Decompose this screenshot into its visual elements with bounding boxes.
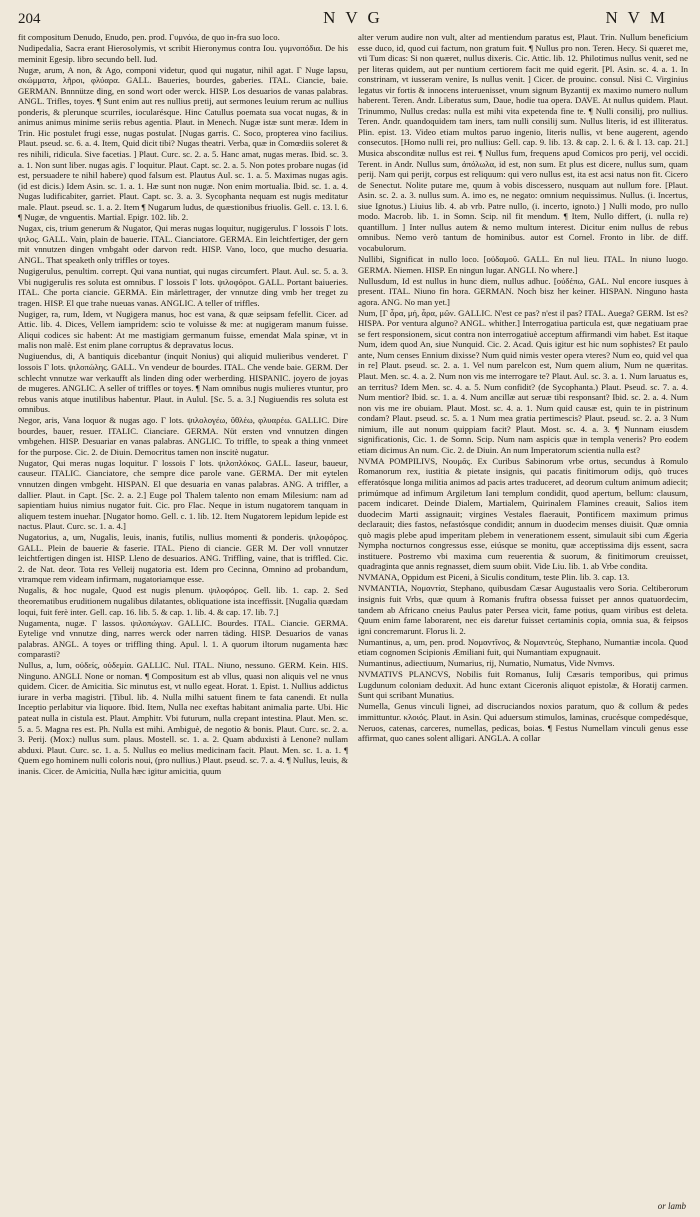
text-columns	[18, 32, 688, 1212]
running-header	[18, 8, 688, 30]
catchword: or lamb	[657, 1201, 686, 1211]
entry-nugae: Nugæ, arum, A non, & Ago, componi videtur, quod qui nugatur, nihil agat. Γ Nuge lapsu, σκώμματα, λῆροι, φλύαρα. GALL. Baueries, bourdes, gaberies. ITAL. Ciancie, baie. GERMAN. Bnnnütze ding, en sond wort oder werck. HISP. Los desuarios de vanas palabras. ANGL. Trifles, toyes. ¶ Sunt enim aut res nullius pretij, aut sermones leuium rerum ac nullius ponderis, & plerunque scurriles, iocularésque. Hinc Catullus poemata sua vocat nugas, & in animus animus minime seriis rebus agentia. Plaut. in Menech. Nugæ istæ sunt meræ. Idem in Trin. Hic postulet frugi esse, nugas postulat. [Nugas garris. C. Soco, propterea vino facilius. Plaut. pseud. sc. 6. a. 4. Item, Quid dicit tibi? Nugas theatri. Verba, quæ in Comœdiis soleret & res nihili, ridicula. Sive facetias. ] Plaut. Curc. sc. 2. a. 5. Hanc amat, nugas meras. Ibid. sc. 3. a. 1. Non sunt liber. nugas agis. Γ loquitur. Plaut. Capt. sc. 2. a. 5. Non potes probare nugas (id est, persuadere te nihil habere) quod falsum est. Plautus Aul. sc. 1. a. 5. Maximas nugas agis. (id est dicis.) Idem Asin. sc. 1. a. 1. Hæ sunt non nugæ. Non enim mortualia. Ibid. sc. 1. a. 4. Nugas ludificabiter, garriet. Plaut. Capt. sc. 3. a. 3. Sycophanta nequam est nugis meditatur male. Plaut. pseud. sc. 1. a. 2. Item ¶ Nugarum ludus, de quæstionibus friuolis. Gell. c. 13. l. 6. ¶ Nugæ, de vnguentis. Martial. Epigr. 102. lib. 2.	[18, 64, 348, 223]
right-running-head: N V M	[605, 8, 668, 27]
entry-numana: NVMANA, Oppidum est Piceni, à Siculis conditum, teste Plin. lib. 3. cap. 13.	[358, 572, 630, 583]
entry-nugatorius: Nugatorius, a, um, Nugalis, leuis, inanis, futilis, nullius momenti & ponderis. ψιλοφόρος. GALL. Plein de bauerie & faserie. ITAL. Pieno di ciancie. GER M. Der voll vnnutzer leichtfertigen dingen ist. HISP. Lleno de desuarios. ANG. Triffling, vaine, that is triffled. Cic. 2. de Nat. deor. Tota res Velleij nugatoria est. Idem pro Cecinna, Omnino ad probandum, vtramque rem videam infirmam, nugatoriamque esse.	[18, 532, 348, 585]
entry-numella: Numella, Genus vinculi lignei, ad discruciandos noxios paratum, quo & collum & pedes immittuntur. κλοιός. Plaut. in Asin. Qui aduersum stimulos, laminas, crucésque compedésque, Neruos, catenas, carceres, numellas, pedicas, boias. ¶ Festus Numellam vinculi genus esse affirmat, quo canes solent alligari. ANGLA. A collar	[358, 701, 688, 744]
entry-nullusdum: Nullusdum, Id est nullus in hunc diem, nullus adhuc. [οὐδέπω, GAL. Nul encore iusques à present. ITAL. Niuno fin hora. GERMAN. Noch bisz her keiner. HISPAN. Ninguno hasta agora. ANG. No man yet.]	[358, 275, 688, 307]
entry-num: Num, [Γ ἆρα, μή, ἆρα, μῶν. GALLIC. N'est ce pas? n'est il pas? ITAL. Auega? GERM. Ist es? HISPA. Por ventura alguno? ANGL. whither.] Interrogatiua particula est, quæ negatiuam prae se fert responsionem, sicut contra non interrogatiuè acceptum affirmandi vim habet. Est itaque Num, idem quod An, siue Nunquid. Cic. 2. Acad. Quis igitur est hic num sophistes? Et paulo ante, Num censes Ennium dixisse? Num quid nimis vester opera vteres? Num eo, quid vel qua in re] Plaut. pseud. sc. 2. a. 1. Vel num parelcon est, Num quem alium, Num ne quæritas. Plaut. Men. sc. 4. a. 2. Num non vis me interrogare te? Plaut. Aul. sc. 3. a. 1. Num laruatus es, an territus? Idem Men. sc. 4. a. 5. Num confidit? (de Sycophanta.) Plaut. Pseud. sc. 7. a. 4. Num mentior? Ibid. sc. 1. a. 4. Num ancillæ aut seruæ tibi responsant? Ibid. sc. 2. a. 4. Num non vis me ire obuiam. Plaut. Most. sc. 4. a. 1. Num quid causæ est, quin te in pistrinum condam? Plaut. pseud. sc. 5. a. 1 Num mea gratia pertimescis? Plaut. pseud. sc. 2. a. 3 Num nimium, ille aut nonum quippiam facit? Plaut. Most. sc. 4. a. 3. ¶ Nunnam eiusdem significationis, Cic. 1. de Somn. Scip. Num nam aspicis quæ in templa veneris? Pro eodem etiam dicimus An num. Cic. 2. de Diuin. An num Imperatorum scientia nulla est?	[358, 307, 688, 455]
entry-numantinus: Numantinus, a, um, pen. prod. Νομαντῖνος, & Νομαντεύς, Stephano, Numantiæ incola. Quod etiam cognomen Scipionis Æmiliani fuit, qui Numantiam expugnauit.	[358, 636, 688, 658]
entry-nugiger: Nugiger, ra, rum, Idem, vt Nugigera manus, hoc est vana, & quæ seipsam fefellit. Cicer. ad Attic. lib. 4. Dices, Vellem iampridem: scio te voluisse & me: at nugigeram manum fuisse. Aliqui codices sic habent: At me mastigiam germanum fuisse, emendat Mala spinæ, vt in malis non malè. Est enim plane corruptus & depravatus locus.	[18, 308, 348, 351]
right-column	[358, 32, 688, 1212]
entry-numa-pompilius: NVMA POMPILIVS, Νουμᾶς. Ex Curibus Sabinorum vrbe ortus, secundus à Romulo Romanorum rex, iustitia & pietate insignis, qui pacatis finitimorum odijs, quò truces efferatósque longa militia animos ad pacis artes traduceret, ad deorum cultum animum adiecit; primúmque ad infimum Argiletum Iani templum condidit, quod apertum, bellum: clausum, pacem indicaret. Deinde Dialem, Martialem, Quirinalem Flamines creauit, Salios item duodecim Marti assignauit; virgines Vestales flaerauit, Pontificem maximum primus declarauit; dies fastos, nefastósque condidit; annum in duodecim menses diuisit. Quæ omnia quò magis plebe apud imperitam plebem in venerationem essent, simulauit sibi cum Ægeria Nympha nocturnos congressus esse, eiúsque se monitu, quæ acceptissima dijs essent, sacra instituere. Postremo vbi maxima cum reuerentia & suorum, & finitimorum creuisset, quadraginta que annis regnasset, diem suum obiit. Vide Liu. lib. 1. ab Vrbe condita.	[358, 455, 688, 572]
entry-nugamenta: Nugamenta, nugæ. Γ lassos. ψιλοπώγων. GALLIC. Bourdes. ITAL. Ciancie. GERMA. Eytelige vnd vnnutze ding, narres werck oder narren täding. HISP. Desuarios de vanas palabras. ANGL. A toyes or triffling thing. Apul. l. 1. A quorum iltorum nugamenta hæc comparasti?	[18, 617, 348, 660]
entry-nugigerulus: Nugigerulus, penultim. corrept. Qui vana nuntiat, qui nugas circumfert. Plaut. Aul. sc. 5. a. 3. Vbi nugigerulis res soluta est omnibus. Γ lossois Γ lots. ψιλοφόροι. GALL. Portant baiueries. ITAL. Che porta ciancie. GERMA. Ein märlettrager, der vnnutze ding vmb her treget zu tragen. HISP. El que trahe nueuas vanas. ANGLIC. A teller of triffles.	[18, 266, 348, 308]
page-number: 204	[18, 11, 41, 27]
entry-nugiuendus: Nugiuendus, di, A bantiquis dicebantur (inquit Nonius) qui aliquid mulieribus venderet. Γ lossois Γ lots. ψιλοπώλης. GALL. Vn vendeur de bourdes. ITAL. Che vende baie. GERM. Der schlecht vnnutze war verkaufft als linden ding oder werberding. HISPANIC. joyero de joyas de mugeres. ANGLIC. A seller of triffles or toyes. ¶ Nam omnibus nugis mulieres vtuntur, pro rebus vanis atque inutilibus habentur. Plaut. in Aulul. [Sc. 5. a. 3.] Nugiuendis res soluta est omnibus.	[18, 351, 348, 415]
entry-numatius-plancus: NVMATIVS PLANCVS, Nobilis fuit Romanus, Iulij Cæsaris temporibus, qui primus Lugdunum coloniam deduxit. Ad hunc extant Ciceronis aliquot epistolæ, & Horatij carmen. Sunt qui scribant Munatius.	[358, 669, 688, 701]
entry-nullibi: Nullibi, Significat in nullo loco. [οὐδαμοῦ. GALL. En nul lieu. ITAL. In niuno luogo. GERMA. Niemen. HISP. En ningun lugar. ANGLI. No where.]	[358, 253, 688, 275]
entry-nullus: Nullus, a, lum, οὐδείς, οὐδεμία. GALLIC. Nul. ITAL. Niuno, nessuno. GERM. Kein. HIS. Ninguno. ANGLI. None or noman. ¶ Compositum est ab vllus, quasi non aliquis vel ne vnus quidem. Cicer. de Amicitia. Sic minutus est, vt nullo egeat. Horat. 1. Epist. 1. Nullius addictus iurare in verba magistri. [Tibul. lib. 4. Nulla milhi satuent finem te fata canendi. Et nulla Inceptio perlabitur via liquore. Ibid. Item, Nulla nec exeftas habitant animalia parte. Ubi. Hic pateat nulla in cistula est. Plaut. Amphitr. Vbi futurum, nulla crepant intestina. Plaut. Men. sc. 5. a. 5. Magna res est. Ph. Nulla est mihi. Ambiguè, de negotio & bonis. Plaut. Curc. sc. 2. a. 3. Perij. (Mox:) nullus sum. plaus. Mostell. sc. 1. a. 2. Quam abduxisti à Lenone? nullam abduxi. Plaut. Curc. sc. 1. a. 5. Nullus eo melius medicinam facit. Plaut. Men. sc. 1. a. 1. ¶ Quem ego hominem nulli coloris noui, (pro nullius.) Plaut. pseud. sc. 7. a. 4. ¶ Nullus, leuis, & inanis. Cicer. de Amicitia, Nulla hæc igitur amicitia, quum	[18, 660, 348, 776]
entry-nudo: fit compositum Denudo, Enudo, pen. prod. Γυμνόω, de quo in-fra suo loco.	[18, 32, 280, 42]
entry-nugator: Nugator, Qui meras nugas loquitur. Γ lossois Γ lots. ψιλοπλόκος. GALL. Iaseur, baueur, causeur. ITALIC. Cianciatore, che sempre dice parole vane. GERMA. Der mit eytelen vnnutzen dingen vmbgeht. HISPAN. El que desuaria en vanas palabras. ANG. A triffler, a dallier. Plaut. in Capt. [Sc. 2. a. 2.] Euge pol Thalem talento non emam Milesium: nam ad sapientiam huius nimius nugator fuit. Cic. pro Flac. Neque in istum nugatorem tanquam in aliquem testem inuehar. [Nugator homo. Gell. c. 1. lib. 12. Item Nugatorem lepidum lepide est nactus. Plaut. Curc. sc. 1. a. 4.]	[18, 457, 348, 532]
entry-nugalis: Nugalis, & hoc nugale, Quod est nugis plenum. ψιλοφόρος. Gell. lib. 1. cap. 2. Sed theorematibus eruditionem nugalibus dilatantes, obliquatione ista inceffissit. [Nugalia quædam loqui, fuit ferè inter. Gell. cap. 16. lib. 5. & cap. 1. lib. 4. & cap. 17. lib. 7.]	[18, 585, 348, 617]
entry-numantinus-adj: Numantinus, adiectiuum, Numarius, rij, Numatio, Numatus, Vide Nvmvs.	[358, 658, 615, 669]
entry-nugax: Nugax, cis, trium generum & Nugator, Qui meras nugas loquitur, nugigerulus. Γ lossois Γ lots. ψιλος. GALL. Vain, plain de bauerie. ITAL. Cianciatore. GERMA. Ein leichtfertiger, der gern mit vnnutzen dingen vmbgaht oder darvon redt. HISP. Vano, loco, que mucho desuaria. ANGL. That speaketh only triffles or toyes.	[18, 223, 348, 265]
entry-nudipedalia: Nudipedalia, Sacra erant Hierosolymis, vt scribit Hieronymus contra Iou. γυμνοπόδια. De his meminit Egesip. libro secundo bell. Iud.	[18, 43, 348, 64]
entry-nugor: Negor, aris, Vana loquor & nugas ago. Γ lots. ψιλολογέω, ὕθλέω, φλυαρέω. GALLIC. Dire bourdes, bauer, resuer. ITALIC. Cianciare. GERMA. Nüt ersten vnd vnnutzen dingen vmbgehen. HISP. Desuariar en vanas palabras. ANGLIC. To triffle, to speak a thing vnmeet for the purpose. Cic. 2. de Diuin. Democritus tamen non inscitè nugatur.	[18, 415, 348, 457]
entry-numantia: NVMANTIA, Νομαντία, Stephano, quibusdam Cæsar Augustaalis vero Soria. Celtiberorum insignis fuit Vrbs, quæ quum à Romanis fruftra obsessa fuisset per annos quatuordecim, tandem ab Africano cneius Paulus pater Persea vicit, fame potius, quam viribus est deleta. Quum enim fame laborarent, nec eis daretur fuisset certaminis copia, omnia sua, & feipsos igni concremarunt. Florus li. 2.	[358, 583, 688, 636]
left-running-head: N V G	[323, 8, 383, 27]
entry-nullus-cont: alter verum audire non vult, alter ad mentiendum paratus est, Plaut. Trin. Nullum beneficium esse duco, id, quod cui factum, non gratum fuit. ¶ Nullus pro non. Teren. Hecy. Si quæret me, vti Tum dicas: Si non quæret, nullus dixeris. Cic. Attic. lib. 12. Philotimus nullus venit, sed ne per literas quidem, aut per nuntium certiorem facit me quid egerit. [Pl. Asin. sc. 4. a. 1. In constrinam, vt iusseram venire, Is nullus venit. ] Cicer. de prouinc. consul. Nisi C. Virginius legatus vir fortis & innocens interuenisset, vnum signum Byzantij ex maximo numero nullum haberent. Teren. Andr. Liberatus sum, Daue, hodie tua opera. DAVE. At nullus quidem. Plaut. Trinummo, Nullus credas: nulla est mihi vita expetenda fine te. ¶ Nulli consilij, pro nullius. Teren. Andr. quandoquidem tam iners, tam nulli consilij sum. Nullus literis, id est illiteratus. Plin. epist. 13. Video etiam multos paruo ingenio, literis nullis, vt bene augerent, agendo consecutos. [Homo nulli rei, pro nullius: Gell. cap. 9. lib. 13. & cap. 2. l. 6. & l. 13. cap. 21.] Musica absconditæ nullus est rei. ¶ Nullus fum, frequens apud Comicos pro perij, vel occidi. Terent. in Andr. Nullus sum, ἀπόλωλα, id est, non sum. Et plus est dicere, nullus sum, quam perij. Nam qui perijt, corpus est reliquum: qui vero nullus est, ita est acsi natus non fit. Cicero de Senectut. Nolite putare me, quum à vobis discessero, nusquam aut nullum fore. [Plaut. Asin. sc. 2. a. 3. nullus sum. A. imo es, ne negato: omnium nequissimus. Nullus. (i. Incertus, siue Ignotus.) Liuius lib. 4. ab vrb. Patre nullo, (i. incerto, ignoto.) ] Nulli modo, pro nullo modo. Macrob. lib. 1. in Somn. Scip. nil fit mendum. ¶ Item, Nullo differt, (i. nulla re) quantillum. ] Inter nullus autem & nemo multum interest. Dicitur enim nullus de rebus omnibus. Nemo verò tantum de hominibus. autor est Cornel. Fronto in libr. de diff. vocabulorum.	[358, 32, 688, 253]
left-column	[18, 32, 348, 1212]
